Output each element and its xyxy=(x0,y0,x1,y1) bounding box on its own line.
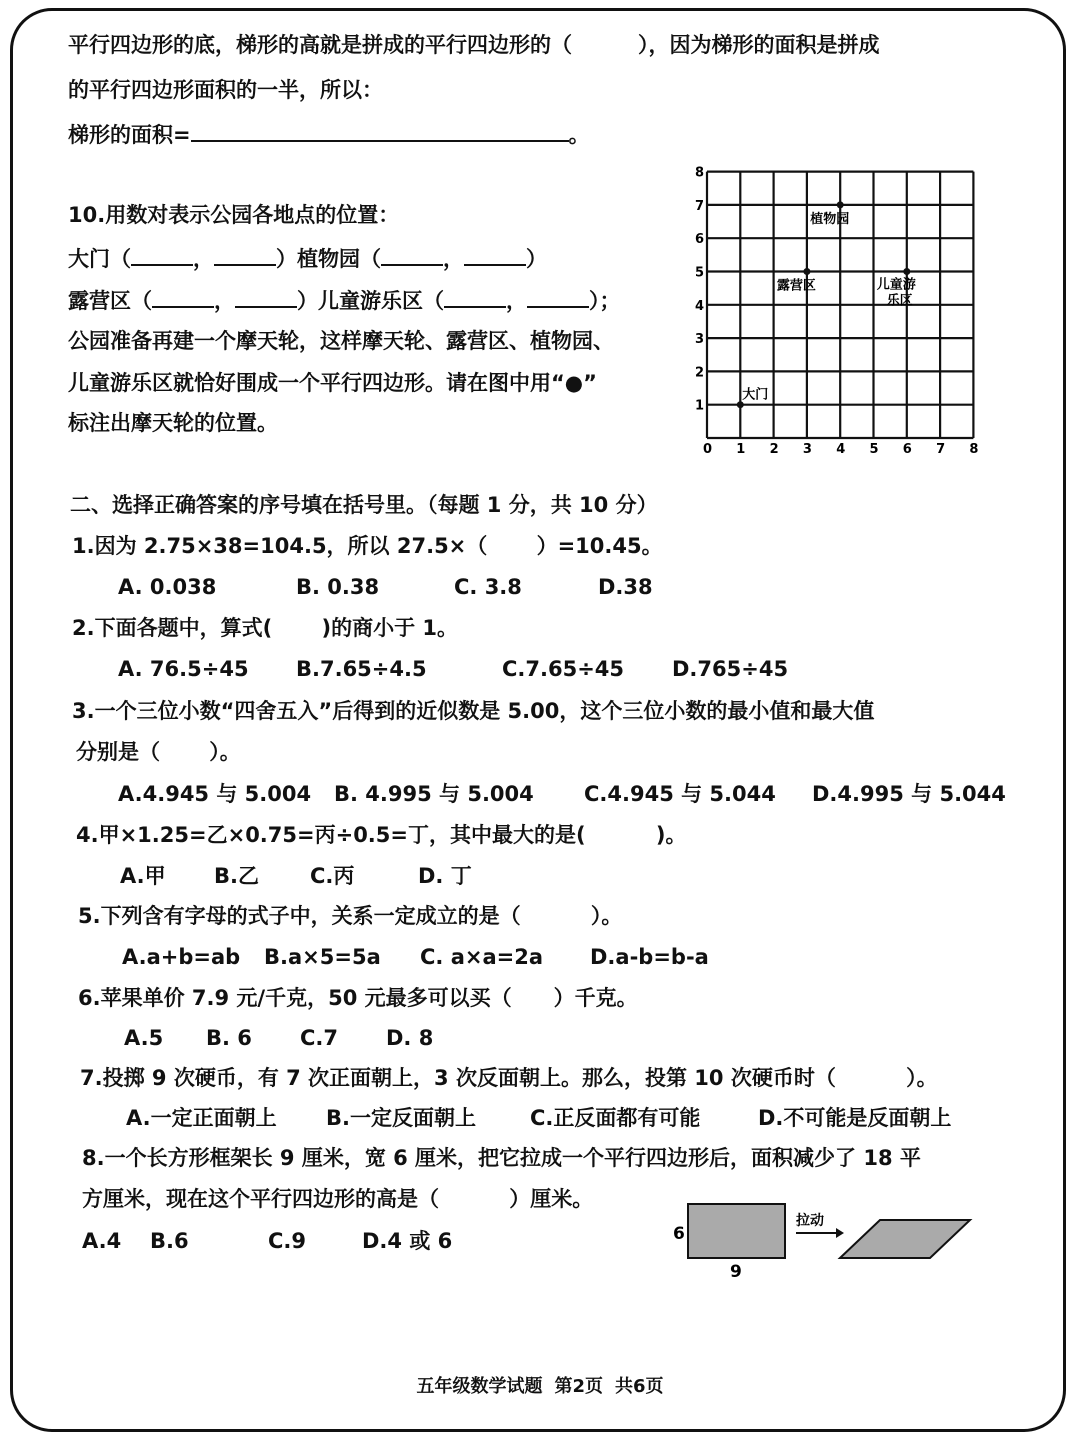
q3-option-b[interactable]: B. 4.995 与 5.004 xyxy=(334,782,534,806)
arrow-head-icon xyxy=(836,1228,844,1238)
coordinate-grid[interactable] xyxy=(690,160,990,460)
q8-stem-2: 方厘米，现在这个平行四边形的高是（ ）厘米。 xyxy=(82,1187,594,1211)
answer-blank[interactable] xyxy=(131,244,193,266)
q7-option-a[interactable]: A.一定正面朝上 xyxy=(126,1106,277,1130)
q8-stem-1: 8.一个长方形框架长 9 厘米，宽 6 厘米，把它拉成一个平行四边形后，面积减少了 18 平 xyxy=(82,1146,921,1170)
footer-title: 五年级数学试题 xyxy=(416,1376,543,1397)
x-tick-label: 6 xyxy=(902,442,912,457)
answer-blank[interactable] xyxy=(381,244,443,266)
answer-blank[interactable] xyxy=(527,286,589,308)
q7-option-b[interactable]: B.一定反面朝上 xyxy=(326,1106,476,1130)
intro-line-2: 的平行四边形面积的一半，所以： xyxy=(68,78,383,102)
q2-option-c[interactable]: C.7.65÷45 xyxy=(502,657,625,681)
q2-option-a[interactable]: A. 76.5÷45 xyxy=(118,657,249,681)
q10-title: 10.用数对表示公园各地点的位置： xyxy=(68,203,400,227)
intro-line-3: 梯形的面积= 。 xyxy=(68,120,590,149)
q3-stem-1: 3.一个三位小数“四舍五入”后得到的近似数是 5.00，这个三位小数的最小值和最大值 xyxy=(72,699,875,723)
q8-option-c[interactable]: C.9 xyxy=(268,1229,307,1253)
q8-option-d[interactable]: D.4 或 6 xyxy=(362,1229,453,1253)
x-tick-label: 8 xyxy=(969,442,979,457)
grid-point xyxy=(803,268,810,275)
q4-option-b[interactable]: B.乙 xyxy=(214,864,259,888)
rectangle-to-parallelogram-figure xyxy=(660,1195,990,1285)
q2-stem: 2.下面各题中，算式( )的商小于 1。 xyxy=(72,616,459,640)
arrow-label: 拉动 xyxy=(796,1213,824,1229)
x-tick-label: 7 xyxy=(936,442,946,457)
footer-total: 共6页 xyxy=(615,1376,664,1397)
answer-blank[interactable] xyxy=(191,120,569,142)
q5-option-b[interactable]: B.a×5=5a xyxy=(264,945,381,969)
point-label: 露营区 xyxy=(776,278,816,294)
q4-option-a[interactable]: A.甲 xyxy=(120,864,166,888)
rect-width-label: 9 xyxy=(730,1262,742,1282)
q2-option-d[interactable]: D.765÷45 xyxy=(672,657,789,681)
answer-blank[interactable] xyxy=(152,286,214,308)
answer-blank[interactable] xyxy=(235,286,297,308)
y-tick-label: 5 xyxy=(695,265,705,281)
q3-option-a[interactable]: A.4.945 与 5.004 xyxy=(118,782,312,806)
point-label: 儿童游 xyxy=(876,277,916,293)
q4-option-d[interactable]: D. 丁 xyxy=(418,864,472,888)
grid-point xyxy=(903,268,910,275)
q6-option-d[interactable]: D. 8 xyxy=(386,1026,434,1050)
section2-heading: 二、选择正确答案的序号填在括号里。（每题 1 分，共 10 分） xyxy=(70,493,658,517)
answer-blank[interactable] xyxy=(464,244,526,266)
grid-point xyxy=(837,201,844,208)
q3-stem-2: 分别是（ ）。 xyxy=(76,740,241,764)
q7-stem: 7.投掷 9 次硬币，有 7 次正面朝上，3 次反面朝上。那么，投第 10 次硬币时（ ）。 xyxy=(80,1066,938,1090)
y-tick-label: 3 xyxy=(695,332,705,348)
q8-option-a[interactable]: A.4 xyxy=(82,1229,122,1253)
y-tick-label: 7 xyxy=(695,198,705,214)
q10-line-5: 标注出摩天轮的位置。 xyxy=(68,411,278,435)
q10-line-2: 露营区（ ， ）儿童游乐区（ ， ）； xyxy=(68,286,621,315)
q3-option-c[interactable]: C.4.945 与 5.044 xyxy=(584,782,776,806)
x-tick-label: 1 xyxy=(736,442,746,457)
q5-option-d[interactable]: D.a-b=b-a xyxy=(590,945,709,969)
rectangle-shape xyxy=(688,1204,785,1258)
y-tick-label: 4 xyxy=(695,298,705,314)
y-tick-label: 2 xyxy=(695,365,705,381)
answer-blank[interactable] xyxy=(444,286,506,308)
q10-line-1: 大门（ ， ）植物园（ ， ） xyxy=(68,244,547,273)
q4-option-c[interactable]: C.丙 xyxy=(310,864,355,888)
rect-height-label: 6 xyxy=(673,1224,685,1244)
answer-blank[interactable] xyxy=(214,244,276,266)
q2-option-b[interactable]: B.7.65÷4.5 xyxy=(296,657,427,681)
point-label: 乐区 xyxy=(886,293,913,309)
q5-option-a[interactable]: A.a+b=ab xyxy=(122,945,241,969)
q1-option-b[interactable]: B. 0.38 xyxy=(296,575,380,599)
q6-option-a[interactable]: A.5 xyxy=(124,1026,164,1050)
point-label: 植物园 xyxy=(810,211,850,227)
footer-page: 第2页 xyxy=(554,1376,603,1397)
q6-stem: 6.苹果单价 7.9 元/千克，50 元最多可以买（ ）千克。 xyxy=(78,986,638,1010)
y-tick-label: 8 xyxy=(695,165,705,181)
y-tick-label: 6 xyxy=(695,232,705,248)
q1-option-d[interactable]: D.38 xyxy=(598,575,653,599)
page-footer xyxy=(0,1372,1080,1398)
x-tick-label: 3 xyxy=(802,442,812,457)
q6-option-b[interactable]: B. 6 xyxy=(206,1026,252,1050)
intro-line-1: 平行四边形的底，梯形的高就是拼成的平行四边形的（ ），因为梯形的面积是拼成 xyxy=(68,33,880,57)
point-label: 大门 xyxy=(742,387,769,403)
q1-option-c[interactable]: C. 3.8 xyxy=(454,575,522,599)
q7-option-d[interactable]: D.不可能是反面朝上 xyxy=(758,1106,952,1130)
q1-option-a[interactable]: A. 0.038 xyxy=(118,575,217,599)
q6-option-c[interactable]: C.7 xyxy=(300,1026,339,1050)
y-tick-label: 1 xyxy=(695,398,705,414)
x-tick-label: 4 xyxy=(836,442,846,457)
q5-stem: 5.下列含有字母的式子中，关系一定成立的是（ ）。 xyxy=(78,904,623,928)
x-tick-label: 0 xyxy=(703,442,713,457)
x-tick-label: 5 xyxy=(869,442,879,457)
q1-stem: 1.因为 2.75×38=104.5，所以 27.5×（ ）=10.45。 xyxy=(72,534,663,558)
q5-option-c[interactable]: C. a×a=2a xyxy=(420,945,544,969)
q10-line-3: 公园准备再建一个摩天轮，这样摩天轮、露营区、植物园、 xyxy=(68,329,614,353)
parallelogram-shape xyxy=(840,1220,970,1258)
q4-stem: 4.甲×1.25=乙×0.75=丙÷0.5=丁，其中最大的是( )。 xyxy=(76,823,687,847)
q10-line-4: 儿童游乐区就恰好围成一个平行四边形。请在图中用“●” xyxy=(68,371,597,395)
q3-option-d[interactable]: D.4.995 与 5.044 xyxy=(812,782,1006,806)
q8-option-b[interactable]: B.6 xyxy=(150,1229,189,1253)
q7-option-c[interactable]: C.正反面都有可能 xyxy=(530,1106,701,1130)
x-tick-label: 2 xyxy=(769,442,779,457)
